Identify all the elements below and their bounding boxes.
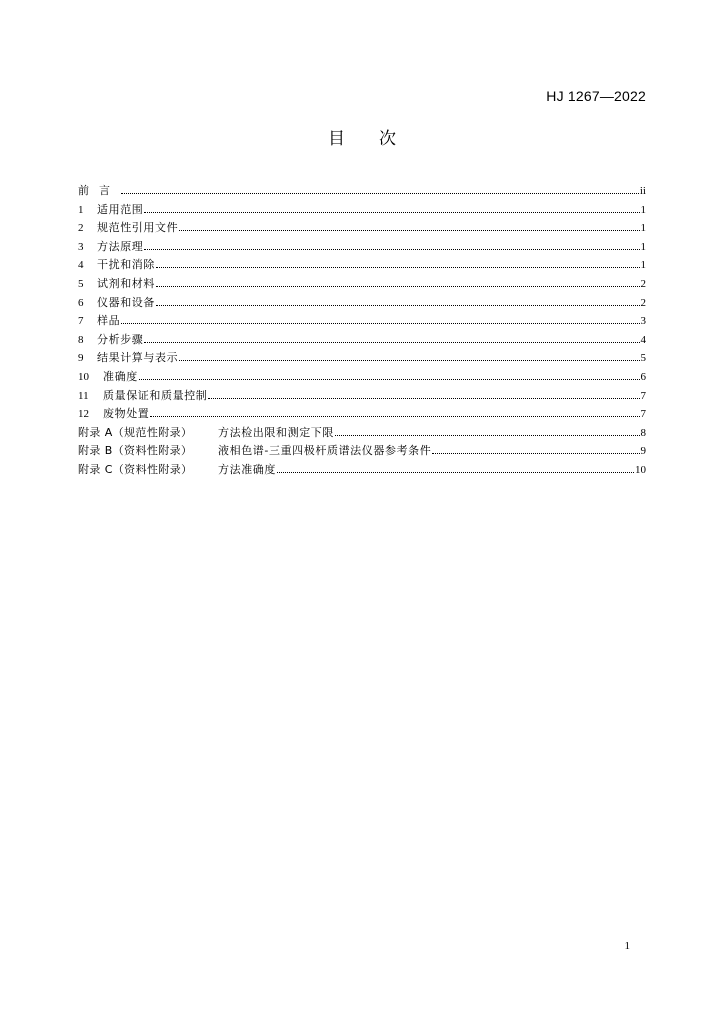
toc-entry-5[interactable]	[78, 275, 646, 294]
toc-heading: 目次	[328, 129, 430, 149]
toc-leader	[144, 342, 639, 343]
toc-leader	[144, 249, 639, 250]
standard-number: HJ 1267—2022	[546, 88, 646, 104]
toc-entry-page: 5	[640, 352, 646, 365]
toc-entry-2[interactable]	[78, 219, 646, 238]
toc-entry-page: 3	[640, 315, 646, 328]
toc-entry-number: 6	[78, 296, 84, 309]
toc-entry-page: 6	[640, 370, 646, 383]
toc-entry-title: 结果计算与表示	[97, 351, 179, 365]
toc-entry-page: 1	[640, 203, 646, 216]
toc-leader	[179, 230, 639, 231]
toc-entry-number: 1	[78, 203, 84, 216]
toc-entry-title: 准确度	[103, 369, 138, 383]
toc-entry-11[interactable]	[78, 387, 646, 406]
toc-entry-number: 2	[78, 222, 84, 235]
toc-entry-page: 1	[640, 259, 646, 272]
toc-entry-page: 2	[640, 277, 646, 290]
toc-entry-1[interactable]	[78, 201, 646, 220]
toc-leader	[156, 286, 640, 287]
toc-entry-title: 样品	[97, 314, 121, 328]
toc-entry-number: 8	[78, 333, 84, 346]
toc-entry-number: 10	[78, 370, 89, 383]
toc-leader	[156, 267, 640, 268]
annex-label: 附录 A（规范性附录）	[78, 425, 193, 439]
toc-leader	[144, 212, 639, 213]
toc-entry-12[interactable]	[78, 405, 646, 424]
toc-entry-foreword[interactable]	[78, 182, 646, 201]
toc-entry-title: 试剂和材料	[97, 276, 155, 290]
toc-entry-page: 1	[640, 240, 646, 253]
toc-leader	[335, 435, 640, 436]
toc-entry-title: 分析步骤	[97, 332, 144, 346]
toc-entry-page: 4	[640, 333, 646, 346]
toc-entry-number: 3	[78, 240, 84, 253]
toc-entry-number: 5	[78, 277, 84, 290]
toc-entry-title: 干扰和消除	[97, 258, 155, 272]
toc-entry-title: 规范性引用文件	[97, 221, 179, 235]
toc-entry-page: 2	[640, 296, 646, 309]
toc-leader	[150, 416, 639, 417]
toc-entry-title: 方法原理	[97, 239, 144, 253]
toc-entry-title: 适用范围	[97, 202, 144, 216]
toc-entry-annex-b[interactable]	[78, 442, 646, 461]
toc-leader	[121, 193, 639, 194]
toc-entry-title: 质量保证和质量控制	[103, 388, 208, 402]
toc-leader	[277, 472, 634, 473]
toc-leader	[179, 360, 639, 361]
toc-entry-page: 1	[640, 222, 646, 235]
toc-entry-9[interactable]	[78, 349, 646, 368]
toc-leader	[139, 379, 640, 380]
toc-leader	[156, 305, 640, 306]
toc-entry-4[interactable]	[78, 256, 646, 275]
page-number: 1	[624, 940, 630, 952]
toc-entry-7[interactable]	[78, 312, 646, 331]
toc-entry-title: 仪器和设备	[97, 295, 155, 309]
toc-leader	[208, 398, 639, 399]
toc-entry-10[interactable]	[78, 368, 646, 387]
toc-entry-8[interactable]	[78, 331, 646, 350]
toc-entry-number: 9	[78, 352, 84, 365]
toc-entry-title: 方法检出限和测定下限	[218, 425, 334, 439]
toc-entry-page: 10	[635, 463, 646, 476]
toc-entry-annex-a[interactable]	[78, 424, 646, 443]
toc-entry-title: 液相色谱-三重四极杆质谱法仪器参考条件	[218, 444, 432, 458]
toc-entry-6[interactable]	[78, 294, 646, 313]
annex-label: 附录 B（资料性附录）	[78, 444, 193, 458]
toc-entry-page: 8	[640, 426, 646, 439]
toc-entry-annex-c[interactable]	[78, 461, 646, 480]
toc-entry-number: 7	[78, 315, 84, 328]
toc-leader	[432, 453, 639, 454]
toc-leader	[121, 323, 639, 324]
toc-entry-title: 方法准确度	[218, 462, 276, 476]
toc-entry-title: 废物处置	[103, 407, 150, 421]
toc-entry-number: 11	[78, 389, 89, 402]
toc-entry-page: 7	[640, 389, 646, 402]
toc-entry-page: ii	[639, 185, 646, 197]
toc-entry-number: 4	[78, 259, 84, 272]
toc-entry-page: 7	[640, 408, 646, 421]
table-of-contents	[78, 182, 646, 480]
toc-entry-3[interactable]	[78, 238, 646, 257]
annex-label: 附录 C（资料性附录）	[78, 462, 193, 476]
toc-entry-page: 9	[640, 445, 646, 458]
toc-entry-number: 12	[78, 408, 89, 421]
toc-entry-title: 前言	[78, 184, 120, 197]
